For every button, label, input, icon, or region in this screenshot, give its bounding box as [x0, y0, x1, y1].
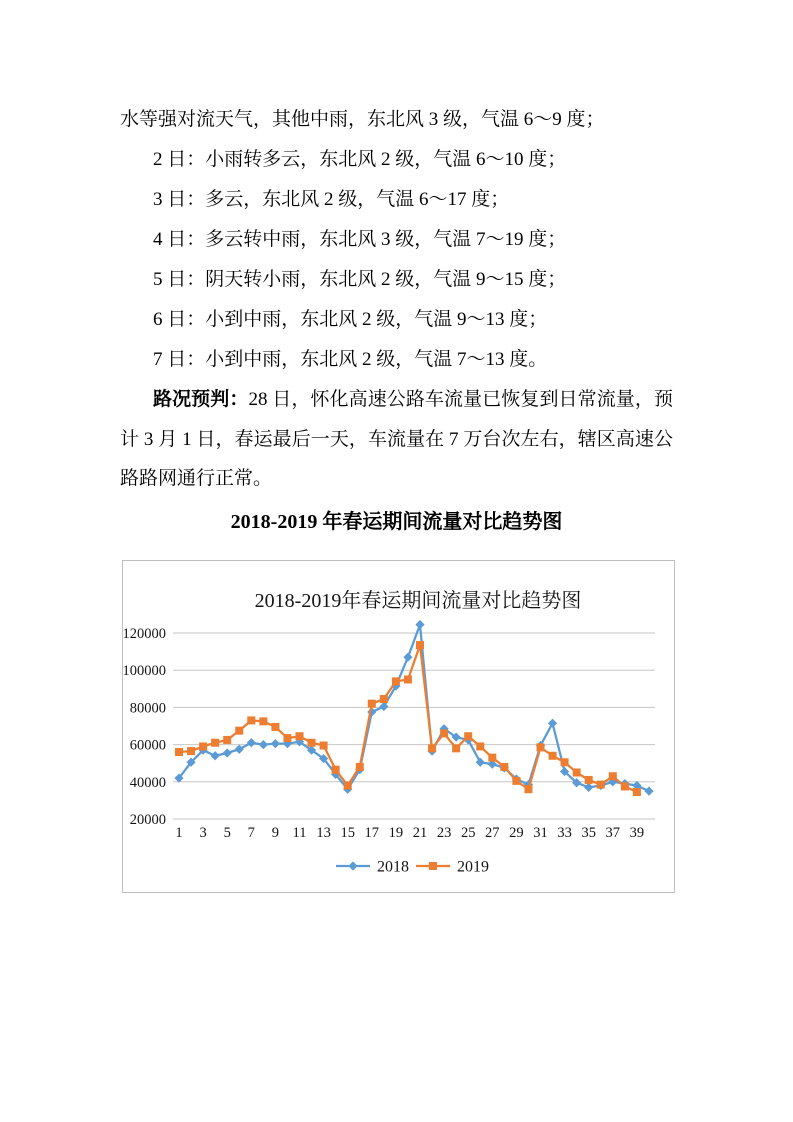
x-axis-tick-label: 19 — [388, 825, 404, 841]
series-2019-marker — [561, 758, 569, 766]
series-2019-marker — [452, 744, 460, 752]
series-2019-marker — [597, 781, 605, 789]
chart-title: 2018-2019年春运期间流量对比趋势图 — [254, 590, 582, 612]
series-2018-marker — [211, 751, 220, 760]
series-2019-marker — [416, 641, 424, 649]
y-axis-tick-label: 20000 — [129, 812, 166, 828]
series-2018-marker — [476, 758, 485, 767]
x-axis-tick-label: 5 — [223, 825, 231, 841]
body-text-line: 3 日：多云，东北风 2 级，气温 6～17 度； — [153, 189, 510, 210]
x-axis-tick-label: 3 — [199, 825, 207, 841]
series-2019-marker — [633, 788, 641, 796]
series-2019-marker — [621, 782, 629, 790]
series-2019-marker — [344, 782, 352, 790]
series-2019-marker — [320, 742, 328, 750]
series-2019-marker — [440, 729, 448, 737]
series-2019-marker — [428, 744, 436, 752]
series-2019-marker — [573, 769, 581, 777]
x-axis-tick-label: 15 — [340, 825, 355, 841]
series-2019-marker — [332, 766, 340, 774]
body-text-line: 5 日：阴天转小雨，东北风 2 级，气温 9～15 度； — [153, 269, 567, 290]
series-2019-marker — [404, 676, 412, 684]
flow-comparison-chart — [122, 560, 675, 893]
series-2019-marker — [380, 695, 388, 703]
x-axis-tick-label: 31 — [533, 825, 548, 841]
body-text-line: 2 日：小雨转多云，东北风 2 级，气温 6～10 度； — [153, 149, 567, 170]
series-2018-marker — [235, 745, 244, 754]
series-2019-marker — [512, 777, 520, 785]
body-text-line: 6 日：小到中雨，东北风 2 级，气温 9～13 度； — [153, 309, 548, 330]
legend-label-2018: 2018 — [377, 858, 409, 876]
legend-marker-2019 — [429, 862, 437, 870]
x-axis-tick-label: 37 — [605, 825, 621, 841]
y-axis-tick-label: 100000 — [123, 663, 166, 680]
series-2018-marker — [403, 653, 412, 662]
x-axis-tick-label: 7 — [247, 825, 255, 841]
body-text-block — [120, 100, 673, 536]
series-2019-marker — [223, 736, 231, 744]
x-axis-tick-label: 35 — [581, 825, 596, 841]
x-axis-tick-label: 13 — [316, 825, 331, 841]
x-axis-tick-label: 9 — [271, 825, 280, 841]
series-2019-marker — [488, 754, 496, 762]
flow-chart-svg — [123, 561, 674, 892]
y-axis-tick-label: 40000 — [129, 774, 166, 791]
x-axis-tick-label: 11 — [292, 825, 307, 841]
series-2019-marker — [283, 734, 291, 742]
series-2018-marker — [271, 739, 280, 748]
y-axis-tick-label: 120000 — [123, 626, 166, 642]
series-2019-marker — [175, 748, 183, 756]
series-2018-marker — [223, 748, 232, 757]
x-axis-tick-label: 33 — [557, 825, 572, 841]
series-2019-marker — [235, 727, 243, 735]
series-2018-marker — [247, 738, 256, 747]
x-axis-tick-label: 29 — [509, 825, 524, 841]
series-2019-marker — [247, 716, 255, 724]
series-2019-marker — [476, 742, 484, 750]
series-2018-marker — [415, 620, 424, 629]
series-2018-marker — [584, 783, 593, 792]
series-2018-marker — [259, 740, 268, 749]
x-axis-tick-label: 21 — [412, 825, 428, 841]
forecast-text: 28 日，怀化高速公路车流量已恢复到日常流量，预计 3 月 1 日，春运最后一天，车流量在 7 万台次左右，辖区高速公路路网通行正常。 — [120, 389, 673, 489]
x-axis-tick-label: 27 — [485, 825, 500, 841]
series-2019-marker — [211, 739, 219, 747]
series-2019-marker — [296, 732, 304, 740]
series-2019-marker — [356, 763, 364, 771]
forecast-label: 路况预判： — [153, 389, 249, 410]
chart-heading: 2018-2019 年春运期间流量对比趋势图 — [230, 510, 563, 533]
y-axis-tick-label: 80000 — [129, 700, 166, 717]
series-2019-marker — [609, 772, 617, 780]
y-axis-tick-label: 60000 — [129, 737, 166, 754]
series-2019-marker — [187, 747, 195, 755]
body-text-line: 7 日：小到中雨，东北风 2 级，气温 7～13 度。 — [153, 349, 548, 370]
forecast-paragraph — [120, 380, 673, 499]
series-2019-marker — [308, 739, 316, 747]
x-axis-tick-label: 25 — [460, 825, 476, 841]
series-2018-marker — [379, 702, 388, 711]
series-2019-marker — [549, 752, 557, 760]
series-2018-marker — [548, 719, 557, 728]
series-2019-marker — [271, 723, 279, 731]
legend-marker-2018 — [348, 861, 357, 870]
series-2019-marker — [537, 743, 545, 751]
series-2019-marker — [392, 677, 400, 685]
legend-label-2019: 2019 — [457, 858, 489, 876]
series-2019-marker — [368, 700, 376, 708]
series-2018-marker — [644, 787, 653, 796]
x-axis-tick-label: 39 — [629, 825, 645, 841]
x-axis-tick-label: 17 — [364, 825, 380, 841]
series-2019-marker — [500, 763, 508, 771]
series-2019-marker — [259, 717, 267, 725]
x-axis-tick-label: 1 — [175, 825, 183, 841]
body-text-line: 水等强对流天气，其他中雨，东北风 3 级，气温 6～9 度； — [120, 109, 605, 130]
series-2019-marker — [585, 776, 593, 784]
body-text-line: 4 日：多云转中雨，东北风 3 级，气温 7～19 度； — [153, 229, 567, 250]
x-axis-tick-label: 23 — [436, 825, 452, 841]
series-2019-marker — [524, 785, 532, 793]
series-2019-marker — [199, 742, 207, 750]
series-2019-marker — [464, 732, 472, 740]
